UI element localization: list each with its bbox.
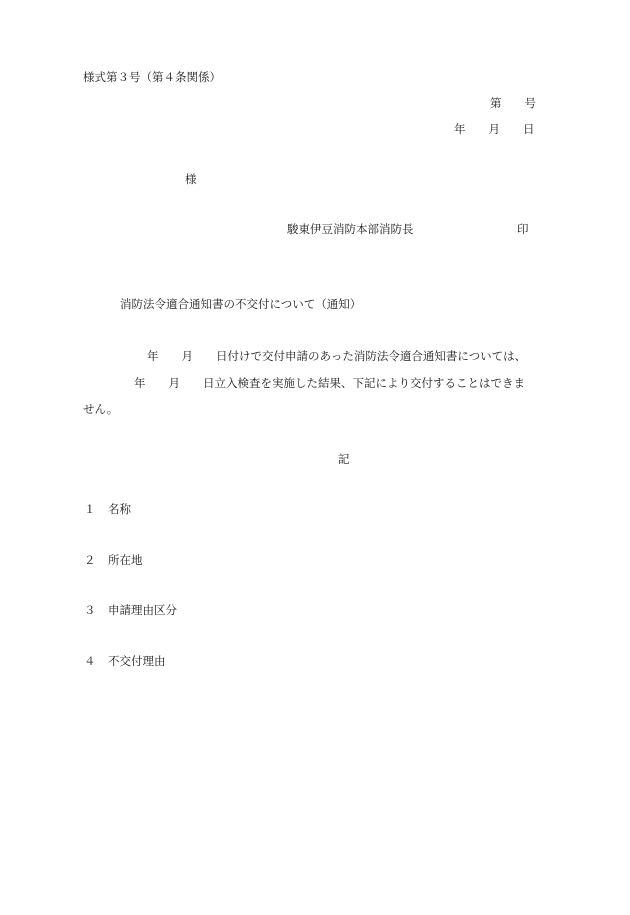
sender-name: 駿東伊豆消防本部消防長: [287, 222, 414, 236]
item-label: 名称: [108, 502, 131, 516]
item-number: １: [84, 502, 96, 516]
body-line-2: 年 月 日立入検査を実施した結果、下記により交付することはできま: [134, 376, 525, 390]
form-label: 様式第３号（第４条関係）: [83, 70, 221, 84]
item-number: ４: [84, 654, 96, 668]
ki-heading: 記: [338, 452, 350, 466]
subject-title: 消防法令適合通知書の不交付について（通知）: [120, 297, 362, 311]
date-line: 年 月 日: [454, 122, 535, 136]
item-number: ２: [84, 553, 96, 567]
item-label: 申請理由区分: [108, 603, 177, 617]
document-number-line: 第 号: [490, 96, 536, 110]
item-number: ３: [84, 603, 96, 617]
seal-mark: 印: [517, 222, 529, 236]
body-line-1: 年 月 日付けで交付申請のあった消防法令適合通知書については、: [147, 349, 527, 363]
addressee-suffix: 様: [185, 172, 197, 186]
item-label: 所在地: [108, 553, 143, 567]
item-label: 不交付理由: [108, 654, 166, 668]
body-line-3: せん。: [83, 402, 119, 416]
